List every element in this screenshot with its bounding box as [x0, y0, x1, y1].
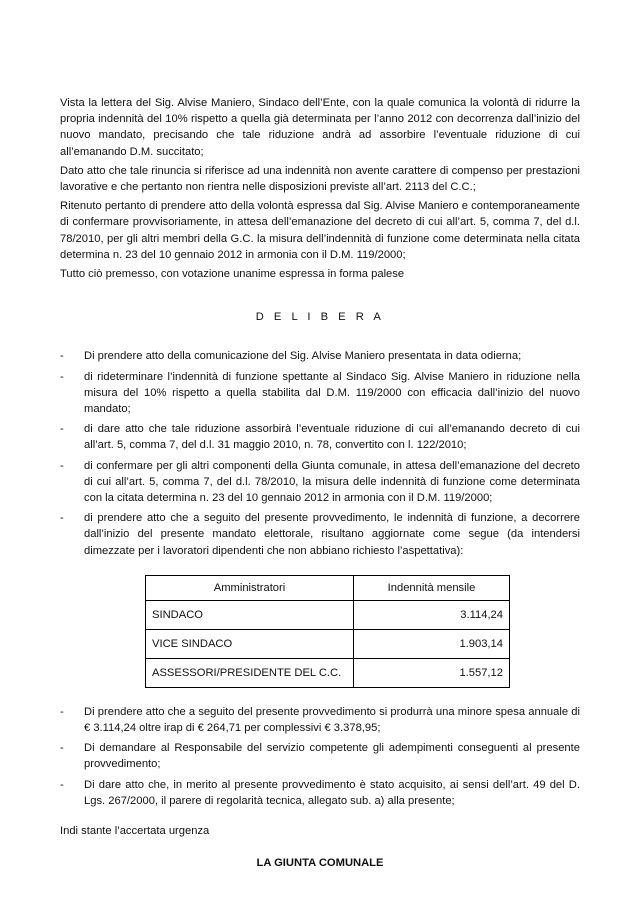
deliberation-item — [60, 421, 580, 453]
deliberation-item-text: Di prendere atto della comunicazione del Sig. Alvise Maniero presentata in data odierna; — [84, 350, 522, 363]
deliberation-item-text: Di prendere atto che a seguito del presente provvedimento si produrrà una minore spesa annuale di € 3.114,24 oltre irap di € 264,71 per complessivi € 3.378,95; — [84, 705, 580, 735]
column-header-indennita: Indennità mensile — [354, 575, 510, 600]
role-cell: ASSESSORI/PRESIDENTE DEL C.C. — [146, 658, 354, 687]
deliberation-item — [60, 740, 580, 772]
bullet-dash: - — [60, 370, 64, 383]
deliberation-list — [60, 348, 580, 558]
paragraph-premesso: Tutto ciò premesso, con votazione unanime espressa in forma palese — [60, 268, 405, 281]
paragraph-ritenuto: Ritenuto pertanto di prendere atto della volontà espressa dal Sig. Alvise Maniero e contemporaneamente di confermare provvisoriamente, in attesa dell’emanazione del decreto di cui all’art. 5, comma 7, del d.l. 78/2010, per gli altri membri della G.C. la misura dell’indennità di funzione come determinata nella citata determina n. 23 del 10 gennaio 2012 in armonia con il D.M. 119/2000; — [60, 200, 580, 261]
table-row — [146, 658, 510, 687]
role-cell: SINDACO — [146, 600, 354, 629]
deliberation-item-text: di rideterminare l’indennità di funzione spettante al Sindaco Sig. Alvise Maniero in riduzione nella misura del 10% rispetto a quella stabilita dal D.M. 119/2000 con efficacia dall’inizio del nuovo mandato; — [84, 370, 580, 416]
amount-cell: 1.903,14 — [354, 629, 510, 658]
bullet-dash: - — [60, 459, 64, 472]
table-row — [146, 629, 510, 658]
paragraph-dato-atto: Dato atto che tale rinuncia si riferisce ad una indennità non avente carattere di compenso per prestazioni lavorative e che pertanto non rientra nelle disposizioni previste all’art. 2113 del C.C.; — [60, 164, 580, 194]
deliberation-item-text: Di dare atto che, in merito al presente provvedimento è stato acquisito, ai sensi dell’art. 49 del D. Lgs. 267/2000, il parere di regolarità tecnica, allegato sub. a) alla presente; — [84, 778, 580, 807]
deliberation-item-text: di dare atto che tale riduzione assorbirà l’eventuale riduzione di cui all’emanando decreto di cui all’art. 5, comma 7, del d.l. 31 maggio 2010, n. 78, convertito con l. 122/2010; — [84, 423, 580, 452]
table-row — [146, 600, 510, 629]
deliberation-item-text: di confermare per gli altri componenti della Giunta comunale, in attesa dell’emanazione del decreto di cui all’art. 5, comma 7, del d.l. 78/2010, la misura delle indennità di funzione come determinata con la citata determina n. 23 del 10 gennaio 2012 in armonia con il D.M. 119/2000; — [84, 459, 580, 505]
deliberation-item-text: Di demandare al Responsabile del servizio competente gli adempimenti conseguenti al presente provvedimento; — [84, 742, 580, 771]
delibera-heading: D E L I B E R A — [255, 311, 385, 324]
deliberation-item — [60, 458, 580, 507]
bullet-dash: - — [60, 705, 64, 718]
amount-cell: 1.557,12 — [354, 658, 510, 687]
column-header-amministratori: Amministratori — [146, 575, 354, 600]
deliberation-item — [60, 704, 580, 736]
deliberation-item — [60, 777, 580, 809]
deliberation-item — [60, 348, 580, 364]
role-cell: VICE SINDACO — [146, 629, 354, 658]
paragraph-lettera-sindaco: Vista la lettera del Sig. Alvise Maniero, Sindaco dell’Ente, con la quale comunica la volontà di ridurre la propria indennità del 10% rispetto a quella già determinata per l’anno 2012 con decorrenza dall’inizio del nuovo mandato, precisando che tale riduzione andrà ad assorbire l’eventuale riduzione di cui all’emanando D.M. succitato; — [60, 97, 580, 158]
deliberation-list-continued — [60, 704, 580, 809]
bullet-dash: - — [60, 742, 64, 755]
deliberation-item-text: di prendere atto che a seguito del presente provvedimento, le indennità di funzione, a decorrere dall’inizio del presente mandato elettorale, risultano aggiornate come segue (da intendersi dimezzate per i lavoratori dipendenti che non abbiano richiesto l’aspettativa): — [84, 512, 580, 557]
indemnity-table-wrapper — [60, 575, 580, 688]
bullet-dash: - — [60, 350, 64, 363]
bullet-dash: - — [60, 512, 64, 525]
table-header-row — [146, 575, 510, 600]
indemnity-table — [145, 575, 510, 688]
council-heading: LA GIUNTA COMUNALE — [256, 857, 384, 870]
amount-cell: 3.114,24 — [354, 600, 510, 629]
bullet-dash: - — [60, 778, 64, 791]
bullet-dash: - — [60, 423, 64, 436]
document-body — [60, 95, 580, 872]
deliberation-item — [60, 369, 580, 418]
deliberation-item — [60, 510, 580, 559]
urgency-statement: Indi stante l’accertata urgenza — [60, 825, 210, 838]
